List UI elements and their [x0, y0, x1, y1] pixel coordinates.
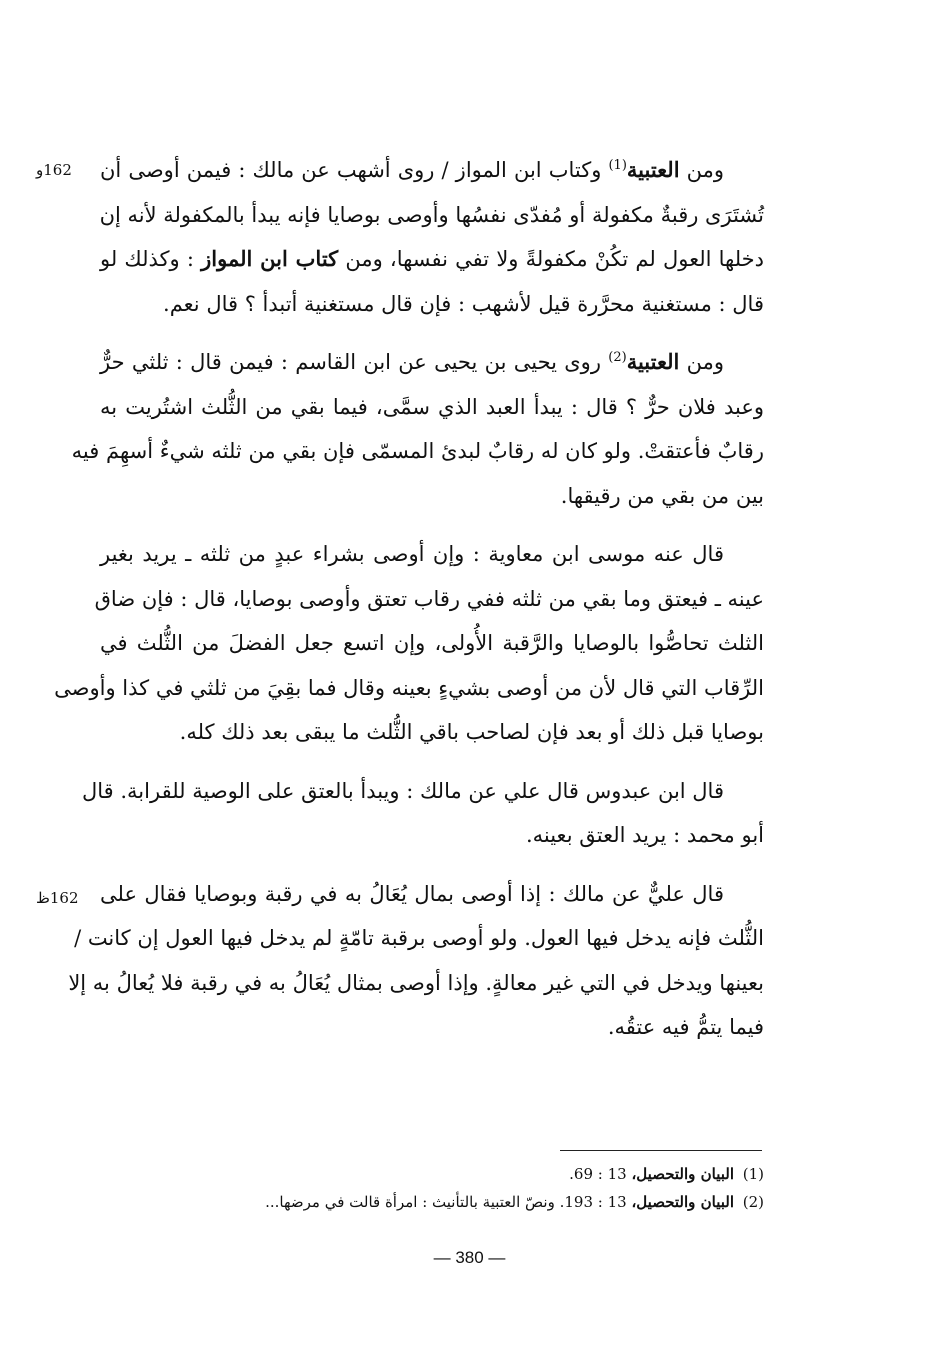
page-number: — 380 —	[433, 1248, 506, 1267]
text-line: أبو محمد : يريد العتق بعينه.	[525, 823, 764, 847]
footnote-number: (1)	[742, 1165, 764, 1183]
footnote-source: البيان والتحصيل،	[631, 1193, 734, 1211]
text-line: تُشتَرَى رقبةٌ مكفولة أو مُفدّى نفسُها وأوصى بوصايا فإنه يبدأ بالمكفولة لأنه إن	[99, 202, 764, 227]
text-line: بين من بقي من رقيقها.	[560, 483, 764, 508]
margin-note-folio-verso: 162ظ	[36, 889, 79, 907]
text-line: قال : مستغنية محرَّرة قيل لأشهب : فإن قال مستغنية أتبدأ ؟ قال نعم.	[163, 291, 764, 316]
text-line: الثلث تحاصُّوا بالوصايا والرَّقبة الأُولى، وإن اتسع جعل الفضلَ من الثُّلث في	[100, 631, 764, 655]
text-line: وعبد فلان حرٌّ ؟ قال : يبدأ العبد الذي سمَّى، فيما بقي من الثُّلث اشتُريت به	[100, 394, 764, 419]
footnote-2	[190, 1188, 764, 1216]
text-line: رقابٌ فأعتقتْ. ولو كان له رقابٌ لبدئ المسمّى فإن بقي من ثلثه شيءٌ أسهِمَ فيه	[71, 439, 764, 463]
text-line: بوصايا قبل ذلك أو بعد فإن لصاحب باقي الثُّلث ما يبقى بعد ذلك كله.	[179, 720, 764, 744]
footnote-text: البيان والتحصيل، 13 : 69.	[569, 1165, 734, 1183]
text-line: قال ابن عبدوس قال علي عن مالك : ويبدأ بالعتق على الوصية للقرابة. قال	[82, 778, 724, 803]
text-line: قال عنه موسى ابن معاوية : وإن أوصى بشراء عبدٍ من ثلثه ـ يريد بغير	[100, 542, 724, 566]
paragraph-4	[82, 769, 764, 858]
paragraph-1	[100, 148, 764, 326]
footnote-ref[interactable]: (1)	[608, 158, 627, 173]
source-title: العتبية	[626, 349, 680, 374]
source-title: العتبية	[626, 157, 680, 182]
footnote-1	[190, 1160, 764, 1188]
text-line: ومن العتبية$^{(2)}$ روى يحيى بن يحيى عن ابن القاسم : فيمن قال : ثلثي حرٌّ	[100, 349, 724, 374]
text-line: قال عليٌّ عن مالك : إذا أوصى بمال يُعَالُ به في رقبة وبوصايا فقال على	[100, 881, 724, 906]
text-line: عينه ـ فيعتق وما بقي من ثلثه ففي رقاب تعتق وأوصى بوصايا، قال : فإن ضاق	[94, 586, 764, 611]
footnotes	[190, 1160, 764, 1216]
footnote-number: (2)	[742, 1193, 764, 1211]
text-line: فيما يتمُّ فيه عتقُه.	[607, 1015, 764, 1039]
paragraph-2	[71, 340, 764, 518]
text-line: دخلها العول لم تكُنْ مكفولةً ولا تفي نفسها، ومن كتاب ابن المواز : وكذلك لو	[100, 246, 764, 271]
footnote-separator	[560, 1150, 762, 1151]
text-line: الثُّلث فإنه يدخل فيها العول. ولو أوصى برقبة تامّةٍ لم يدخل فيها العول إن كانت /	[74, 926, 764, 950]
footnote-ref[interactable]: (2)	[608, 350, 627, 365]
paragraph-3	[54, 532, 764, 755]
footnote-text: البيان والتحصيل، 13 : 193. ونصّ العتبية بالتأنيث : امرأة قالت في مرضها...	[265, 1193, 734, 1211]
source-title: كتاب ابن المواز	[201, 246, 339, 271]
text-line: ومن العتبية$^{(1)}$ وكتاب ابن المواز / روى أشهب عن مالك : فيمن أوصى أن	[100, 157, 724, 182]
text-line: الرِّقاب التي قال لأن من أوصى بشيءٍ بعينه وقال فما بقِيَ من ثلثي في كذا وأوصى	[54, 675, 764, 700]
margin-note-folio-recto: 162و	[36, 161, 72, 179]
paragraph-5	[68, 872, 764, 1050]
footnote-source: البيان والتحصيل،	[631, 1165, 734, 1183]
text-line: بعينها ويدخل في التي غير معالةٍ. وإذا أوصى بمثال يُعَالُ به في رقبة فلا يُعالُ به إلا	[68, 970, 764, 995]
